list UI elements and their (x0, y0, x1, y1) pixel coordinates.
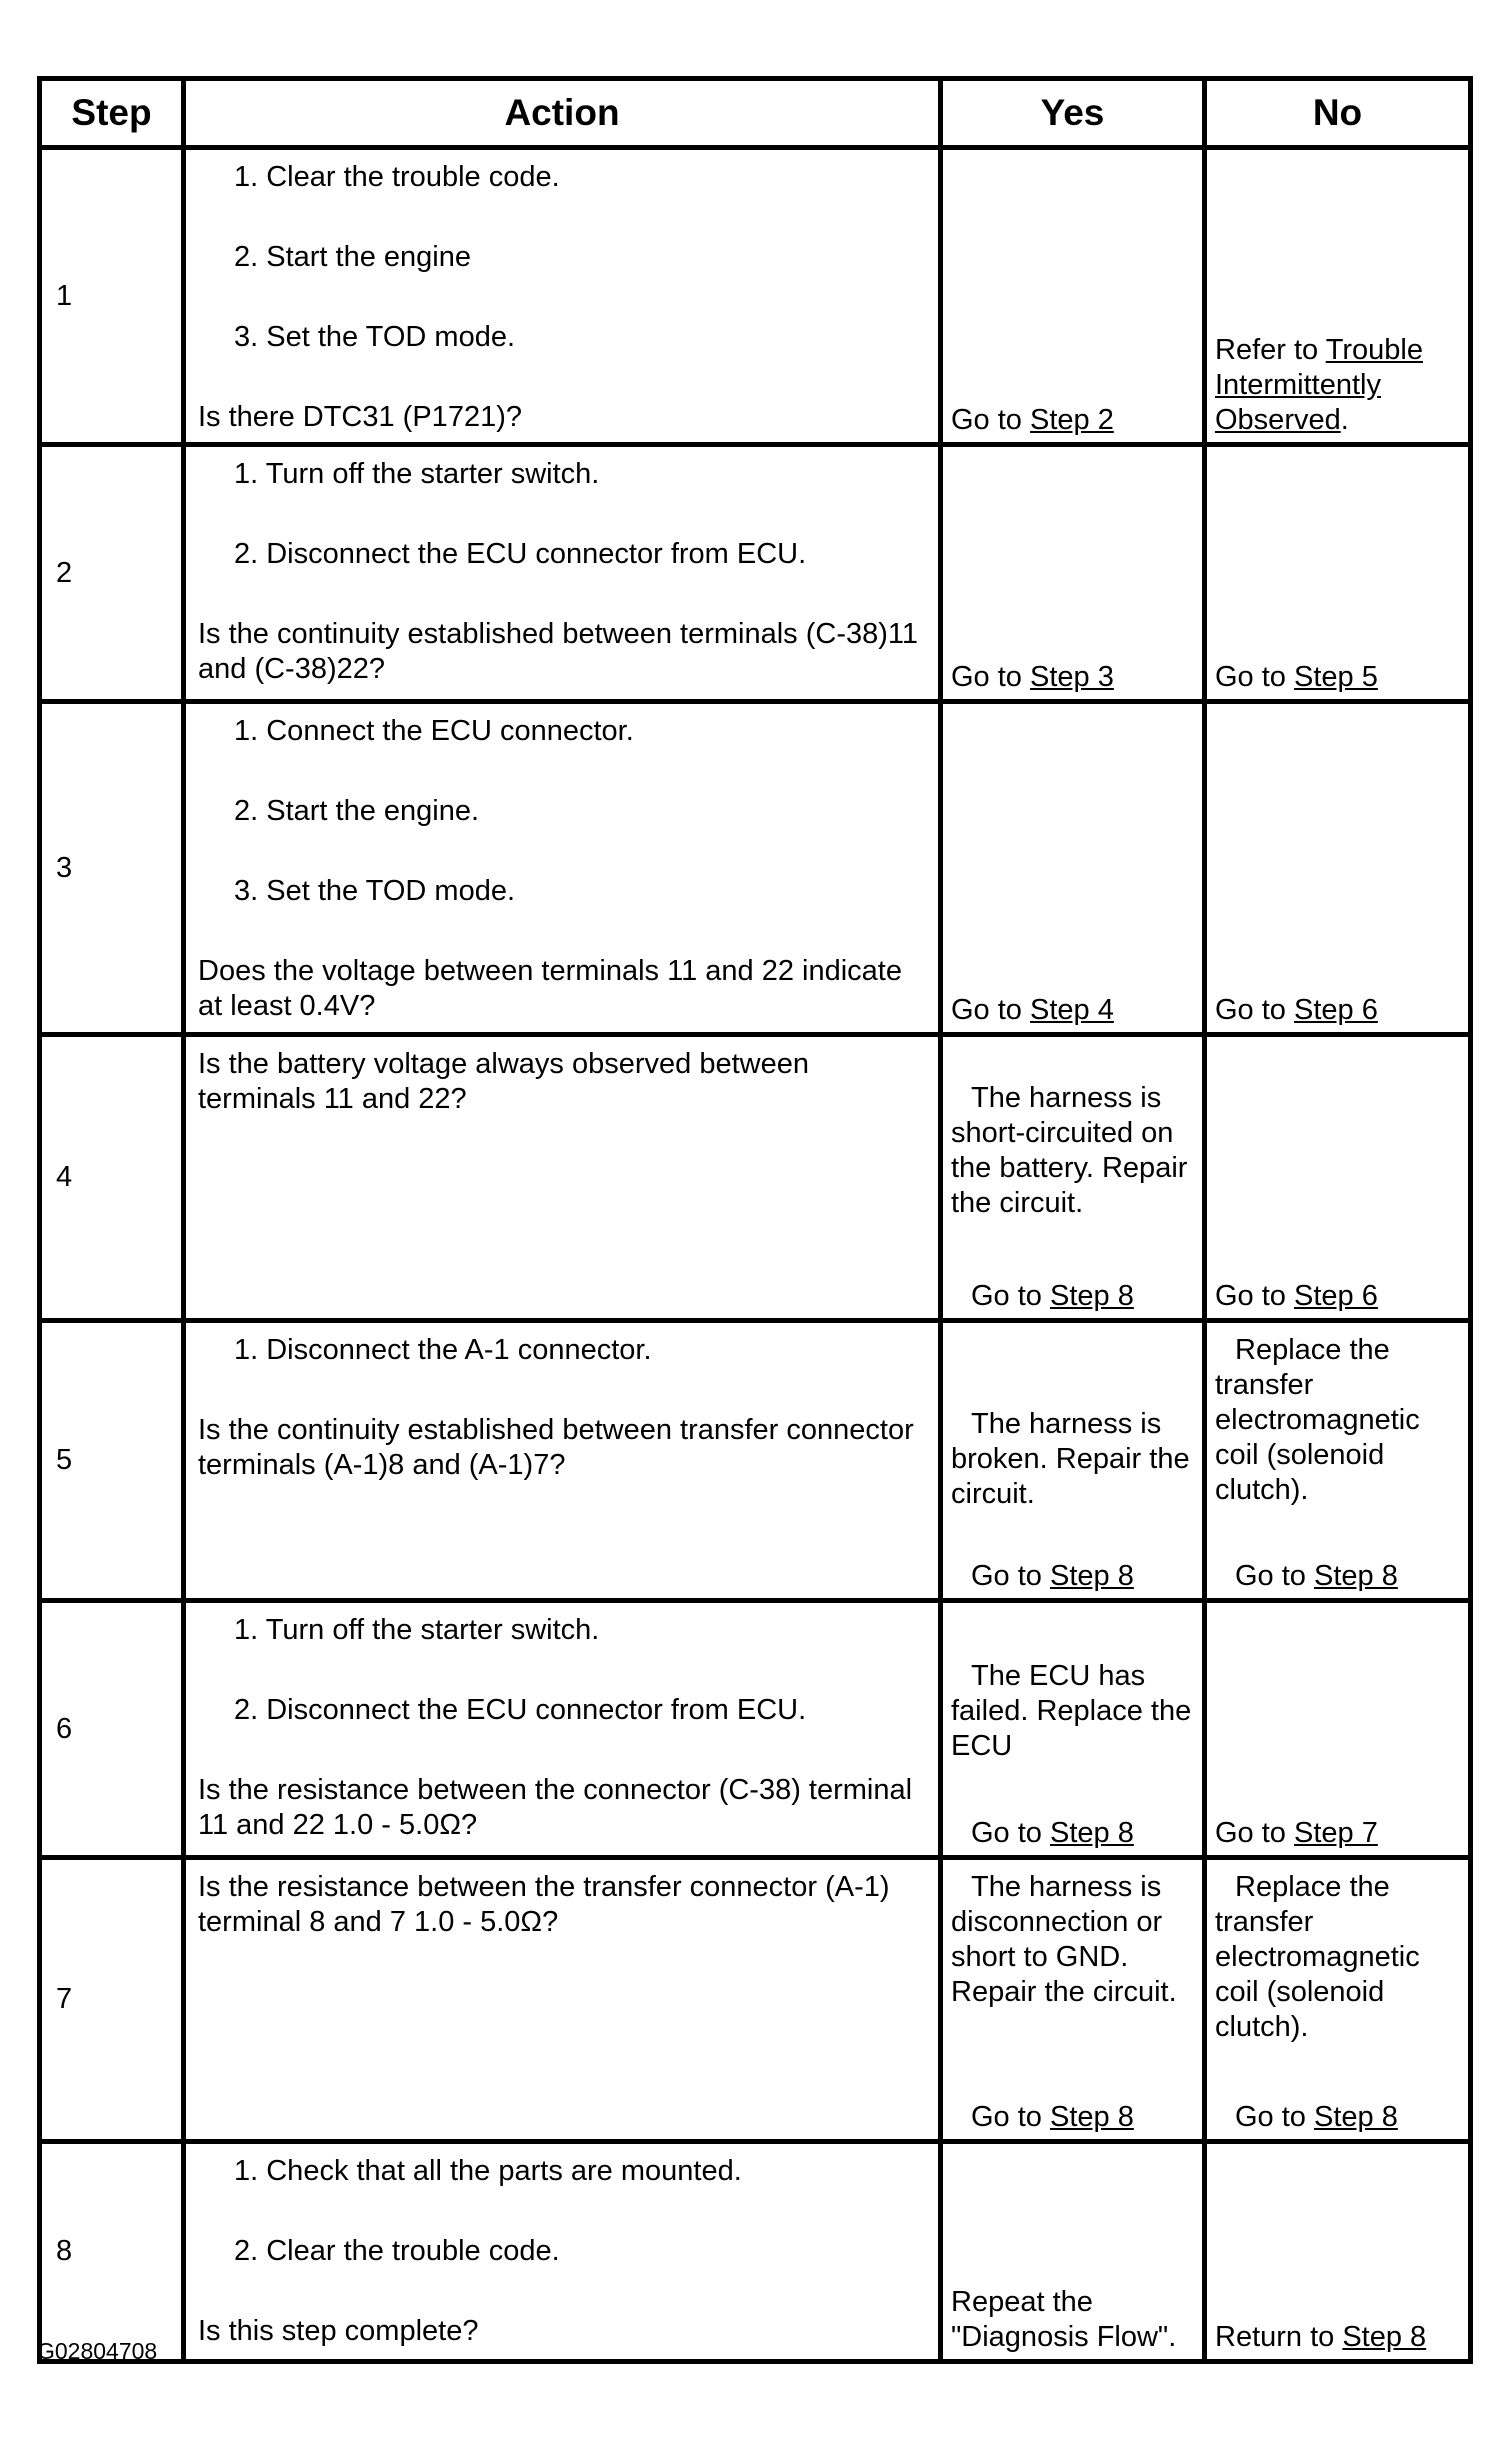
yes-cell (941, 702, 1205, 1035)
table-row (40, 148, 1471, 445)
no-result: Go to Step 8 (1235, 1560, 1398, 1592)
table-row (40, 1035, 1471, 1321)
no-cell (1205, 2142, 1471, 2362)
step-link[interactable]: Step 8 (1050, 1560, 1134, 1592)
step-number: 6 (40, 1601, 184, 1858)
no-result: Go to Step 5 (1215, 661, 1378, 693)
yes-result: Go to Step 8 (971, 2101, 1134, 2133)
action-item: 2. Start the engine (234, 241, 471, 273)
action-cell (184, 148, 941, 445)
no-cell (1205, 1035, 1471, 1321)
step-number: 2 (40, 445, 184, 702)
action-item: 2. Disconnect the ECU connector from ECU. (234, 1694, 807, 1726)
yes-result: Go to Step 3 (951, 661, 1114, 693)
question-text: Is the resistance between the transfer connector (A-1) terminal 8 and 7 1.0 - 5.0Ω? (198, 1871, 890, 1938)
no-cell (1205, 702, 1471, 1035)
action-item: 2. Start the engine. (234, 795, 480, 827)
action-cell (184, 1321, 941, 1601)
yes-cell (941, 1321, 1205, 1601)
table-row (40, 2142, 1471, 2362)
step-link[interactable]: Step 8 (1050, 1817, 1134, 1849)
no-description: Replace the transfer electromagnetic coil (solenoid clutch). (1215, 1334, 1420, 1506)
diagnosis-table (37, 76, 1473, 2364)
step-number: 3 (40, 702, 184, 1035)
step-link[interactable]: Step 6 (1294, 994, 1378, 1026)
yes-cell (941, 1035, 1205, 1321)
no-cell (1205, 445, 1471, 702)
yes-result: Go to Step 2 (951, 404, 1114, 436)
question-text: Is the continuity established between terminals (C-38)11 and (C-38)22? (198, 618, 919, 685)
no-result: Go to Step 6 (1215, 994, 1378, 1026)
action-item: 3. Set the TOD mode. (234, 875, 516, 907)
yes-cell (941, 445, 1205, 702)
step-link[interactable]: Step 3 (1030, 661, 1114, 693)
no-cell (1205, 1601, 1471, 1858)
figure-code: G02804708 (37, 2338, 158, 2364)
step-link[interactable]: Step 8 (1314, 1560, 1398, 1592)
table-row (40, 445, 1471, 702)
yes-cell (941, 1601, 1205, 1858)
yes-result: Go to Step 8 (971, 1560, 1134, 1592)
no-cell (1205, 1321, 1471, 1601)
question-text: Is the continuity established between transfer connector terminals (A-1)8 and (A-1)7? (198, 1414, 914, 1481)
yes-description: The harness is disconnection or short to GND. Repair the circuit. (951, 1871, 1177, 2008)
table-row (40, 1858, 1471, 2142)
action-item: 2. Disconnect the ECU connector from ECU. (234, 538, 807, 570)
yes-result: Go to Step 4 (951, 994, 1114, 1026)
action-item: 1. Disconnect the A-1 connector. (234, 1334, 652, 1366)
question-text: Does the voltage between terminals 11 and 22 indicate at least 0.4V? (198, 955, 902, 1022)
step-link[interactable]: Step 4 (1030, 994, 1114, 1026)
step-link[interactable]: Step 8 (1050, 2101, 1134, 2133)
action-item: 1. Check that all the parts are mounted. (234, 2155, 742, 2187)
yes-cell (941, 148, 1205, 445)
table-row (40, 702, 1471, 1035)
question-text: Is the battery voltage always observed between terminals 11 and 22? (198, 1048, 809, 1115)
yes-description: The harness is broken. Repair the circuit. (951, 1408, 1190, 1510)
table-row (40, 1321, 1471, 1601)
step-number: 4 (40, 1035, 184, 1321)
action-cell (184, 1858, 941, 2142)
no-result: Return to Step 8 (1215, 2321, 1427, 2353)
action-cell (184, 1601, 941, 1858)
yes-result: Go to Step 8 (971, 1817, 1134, 1849)
step-link[interactable]: Step 2 (1030, 404, 1114, 436)
action-item: 1. Connect the ECU connector. (234, 715, 634, 747)
step-number: 1 (40, 148, 184, 445)
table-row (40, 1601, 1471, 1858)
yes-description: The ECU has failed. Replace the ECU (951, 1660, 1192, 1762)
header-no: No (1205, 79, 1471, 148)
no-result: Go to Step 7 (1215, 1817, 1378, 1849)
no-result: Refer to Trouble Intermittently Observed. (1215, 334, 1423, 436)
yes-cell (941, 2142, 1205, 2362)
table-header-row (40, 79, 1471, 148)
step-number: 8 (40, 2142, 184, 2362)
step-number: 7 (40, 1858, 184, 2142)
step-link[interactable]: Step 5 (1294, 661, 1378, 693)
action-item: 1. Clear the trouble code. (234, 161, 560, 193)
header-yes: Yes (941, 79, 1205, 148)
action-item: 2. Clear the trouble code. (234, 2235, 560, 2267)
action-item: 3. Set the TOD mode. (234, 321, 516, 353)
action-cell (184, 445, 941, 702)
no-result: Go to Step 6 (1215, 1280, 1378, 1312)
header-step: Step (40, 79, 184, 148)
step-link[interactable]: Step 6 (1294, 1280, 1378, 1312)
yes-description: The harness is short-circuited on the battery. Repair the circuit. (951, 1082, 1188, 1219)
yes-cell (941, 1858, 1205, 2142)
yes-result: Go to Step 8 (971, 1280, 1134, 1312)
step-number: 5 (40, 1321, 184, 1601)
question-text: Is there DTC31 (P1721)? (198, 401, 522, 433)
no-description: Replace the transfer electromagnetic coil (solenoid clutch). (1215, 1871, 1420, 2043)
yes-result: Repeat the "Diagnosis Flow". (951, 2286, 1177, 2353)
question-text: Is the resistance between the connector (C-38) terminal 11 and 22 1.0 - 5.0Ω? (198, 1774, 913, 1841)
step-link[interactable]: Step 7 (1294, 1817, 1378, 1849)
step-link[interactable]: Step 8 (1314, 2101, 1398, 2133)
reference-link[interactable]: Trouble Intermittently Observed (1215, 334, 1423, 436)
step-link[interactable]: Step 8 (1342, 2321, 1427, 2353)
step-link[interactable]: Step 8 (1050, 1280, 1134, 1312)
action-item: 1. Turn off the starter switch. (234, 458, 600, 490)
action-cell (184, 2142, 941, 2362)
question-text: Is this step complete? (198, 2315, 479, 2347)
action-cell (184, 1035, 941, 1321)
no-cell (1205, 148, 1471, 445)
no-result: Go to Step 8 (1235, 2101, 1398, 2133)
action-item: 1. Turn off the starter switch. (234, 1614, 600, 1646)
header-action: Action (184, 79, 941, 148)
action-cell (184, 702, 941, 1035)
no-cell (1205, 1858, 1471, 2142)
